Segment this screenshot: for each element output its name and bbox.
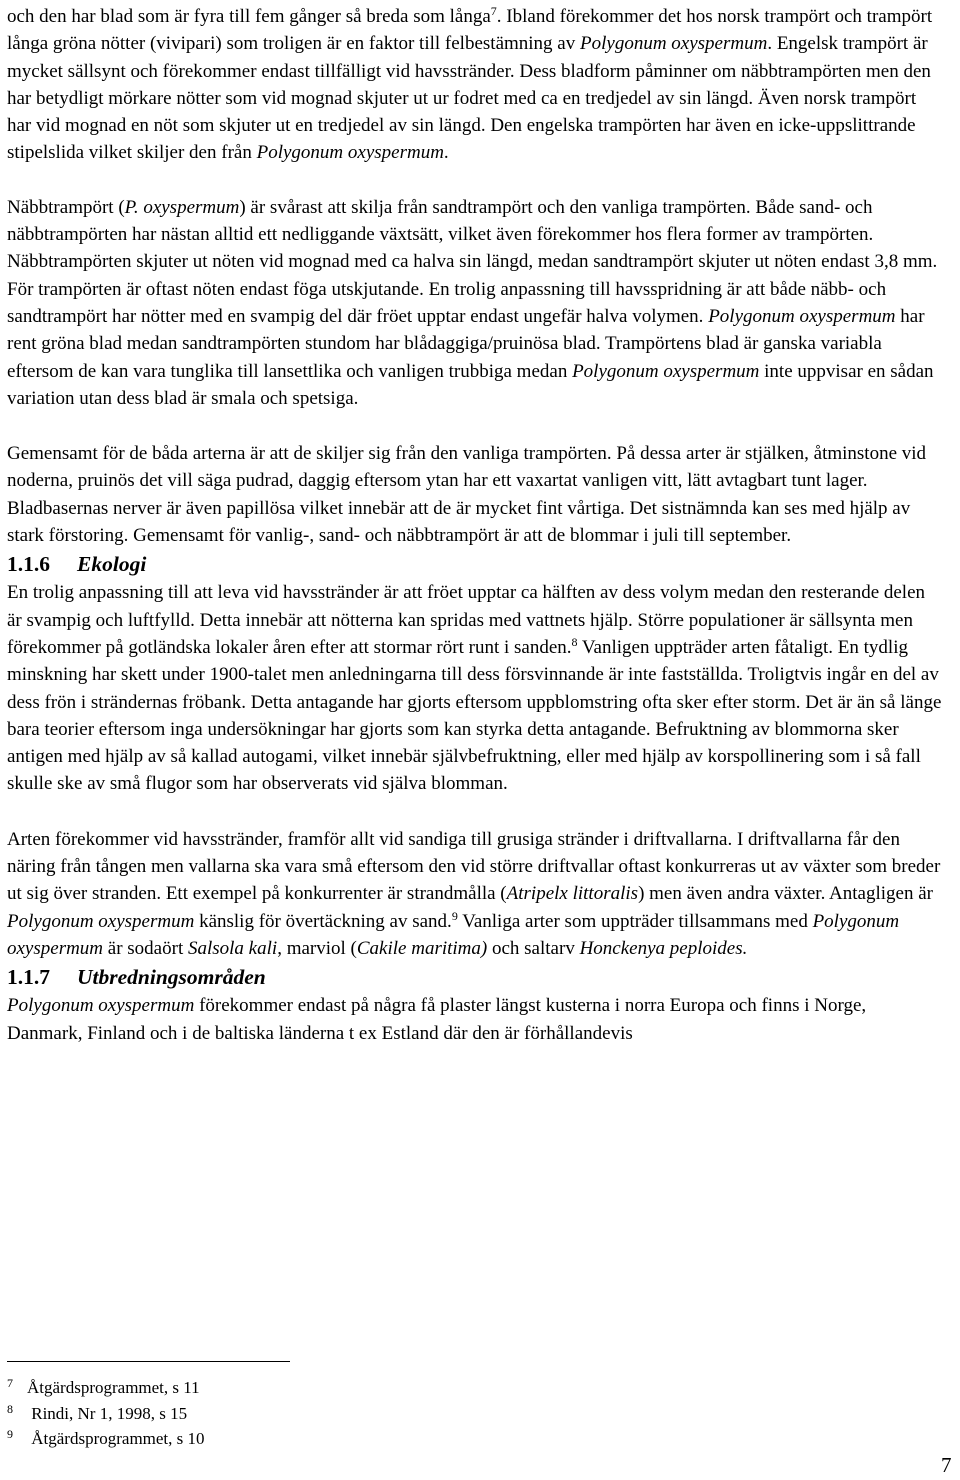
footnote — [7, 1424, 205, 1450]
footnote-text: Åtgärdsprogrammet, s 10 — [27, 1429, 205, 1448]
footnote-ref: 7 — [490, 4, 497, 18]
text-run: En trolig anpassning till att leva vid havsstränder är att fröet upptar ca hälften av dess volym medan den resterande delen är svampig och luftfylld. Detta innebär att nötterna kan spridas med vattnets hjälp. Större populationer är sällsynta men förekommer på gotländska lokaler åren efter att stormar rört runt i sanden. — [7, 582, 926, 658]
text-run: . Engelsk trampört är mycket sällsynt och förekommer endast tillfälligt vid havsstränder. Dess bladform påminner om näbbtrampörten men den har betydligt mörkare nötter som vid mognad skjuter ut ur fodret med ca en tredjedel av sin längd. Även norsk trampört har vid mognad en nöt som skjuter ut en tredjedel av sin längd. Den engelska trampörten har även en icke-uppslittrande stipelslida vilket skiljer den från — [7, 33, 931, 164]
italic-term: Polygonum oxyspermum — [708, 305, 896, 327]
text-run: har rent gröna blad medan sandtrampörten stundom har blådaggiga/pruinösa blad. Trampörtens blad är ganska variabla eftersom de kan vara tunglika till lansettlika och vanligen trubbiga medan — [7, 305, 925, 382]
paragraph — [7, 440, 942, 549]
footnote — [7, 1399, 205, 1425]
text-run: och saltarv — [487, 937, 580, 959]
italic-term: Salsola kali — [187, 937, 278, 959]
section-title: Ekologi — [77, 552, 147, 577]
paragraph — [7, 194, 942, 412]
footnote-number: 8 — [7, 1401, 13, 1416]
section-heading — [7, 549, 942, 579]
text-run: ) men även andra växter. Antagligen är — [638, 883, 933, 905]
text-run: och den har blad som är fyra till fem gånger så breda som långa — [7, 6, 491, 27]
paragraph — [7, 992, 942, 1047]
text-run: Vanliga arter som uppträder tillsammans med — [457, 910, 813, 932]
italic-term: Polygonum oxyspermum — [7, 995, 195, 1017]
text-run: inte uppvisar en sådan variation utan dess blad är smala och spetsiga. — [7, 360, 934, 409]
text-run: förekommer endast på några få plaster längst kusterna i norra Europa och finns i Norge, Danmark, Finland och i de baltiska länderna t ex Estland där den är förhållandevis — [7, 995, 867, 1044]
footnote-ref: 9 — [451, 908, 458, 923]
footnote — [7, 1373, 205, 1399]
document-page — [7, 3, 942, 1047]
footnote-ref: 8 — [571, 634, 578, 649]
text-run: Vanligen uppträder arten fåtaligt. En tydlig minskning har skett under 1900-talet men anledningarna till dess försvinnande är inte fastställda. Troligtvis ingår en del av dess frön i strändernas fröbank. Detta antagande har gjorts eftersom uppblomstring ofta sker efter storm. Det är än så länge bara teorier eftersom inga undersökningar har gjorts som kan styrka detta antagande. Befruktning av blommorna sker antigen med hjälp av så kallad autogami, vilket innebär självbefruktning, eller med hjälp av korspollinering som i så fall skulle ske av små flugor som har observerats vid själva blomman. — [7, 636, 942, 795]
footnote-number: 9 — [7, 1427, 13, 1441]
text-run: är sodaört — [103, 937, 188, 959]
text-run: ) är svårast att skilja från sandtrampört och den vanliga trampörten. Både sand- och näbbtrampörten har nästan alltid ett nedliggande växtsätt, vilket även förekommer hos flera former av trampörten. Näbbtrampörten skjuter ut nöten vid mognad med ca halva sin längd, medan sandtrampört skjuter ut nöten endast 3,8 mm. För trampörten är oftast nöten endast föga utskjutande. En trolig anpassning till havsspridning är att både näbb- och sandtrampört har nötter med en svampig del där fröet upptar endast ungefär halva volymen. — [7, 196, 938, 327]
italic-term: P. oxyspermum — [124, 196, 240, 218]
paragraph — [7, 579, 942, 797]
section-title: Utbredningsområden — [77, 965, 266, 990]
paragraph — [7, 3, 942, 167]
italic-term: Atripelx littoralis — [506, 883, 639, 905]
italic-term: Honckenya peploides. — [579, 937, 748, 959]
text-run: Arten förekommer vid havsstränder, framför allt vid sandiga till grusiga stränder i driftvallarna. I driftvallarna får den näring från tången men vallarna ska vara små eftersom den vid större driftvallar oftast konkurreras ut av växter som breder ut sig över stranden. Ett exempel på konkurrenter är strandmålla ( — [7, 828, 941, 905]
section-number: 1.1.7 — [7, 965, 50, 990]
text-run: , marviol ( — [277, 937, 357, 959]
section-heading — [7, 962, 942, 992]
text-run: . — [443, 142, 449, 164]
text-run: . Ibland förekommer det hos norsk trampört och trampört långa gröna nötter (vivipari) som troligen är en faktor till felbestämning av — [7, 6, 933, 55]
text-run: känslig för övertäckning av sand. — [194, 910, 452, 932]
italic-term: Cakile maritima) — [356, 937, 488, 959]
footnote-number: 7 — [7, 1376, 13, 1390]
italic-term: Polygonum oxyspermum — [572, 360, 760, 382]
footnote-text: Rindi, Nr 1, 1998, s 15 — [27, 1403, 188, 1423]
italic-term: Polygonum oxyspermum — [7, 910, 900, 959]
footnote-text: Åtgärdsprogrammet, s 11 — [27, 1378, 200, 1397]
italic-term: Polygonum oxyspermum — [7, 910, 195, 932]
paragraph — [7, 826, 942, 962]
footnote-divider — [7, 1361, 290, 1362]
footnotes — [7, 1373, 205, 1450]
section-number: 1.1.6 — [7, 552, 50, 577]
italic-term: Polygonum oxyspermum — [580, 33, 768, 55]
page-number: 7 — [941, 1453, 952, 1477]
text-run: Gemensamt för de båda arterna är att de skiljer sig från den vanliga trampörten. På dessa arter är stjälken, åtminstone vid noderna, pruinös det vill säga pudrad, daggig eftersom ytan har ett vaxartat vanligen vitt, lätt avtagbart tunt lager. Bladbasernas nerver är även papillösa vilket innebär att de är mycket fint vårtiga. Det sistnämnda kan ses med hjälp av stark förstoring. Gemensamt för vanlig-, sand- och näbbtrampört är att de blommar i juli till september. — [7, 443, 927, 547]
italic-term: Polygonum oxyspermum — [256, 142, 444, 164]
text-run: Näbbtrampört ( — [7, 196, 125, 218]
